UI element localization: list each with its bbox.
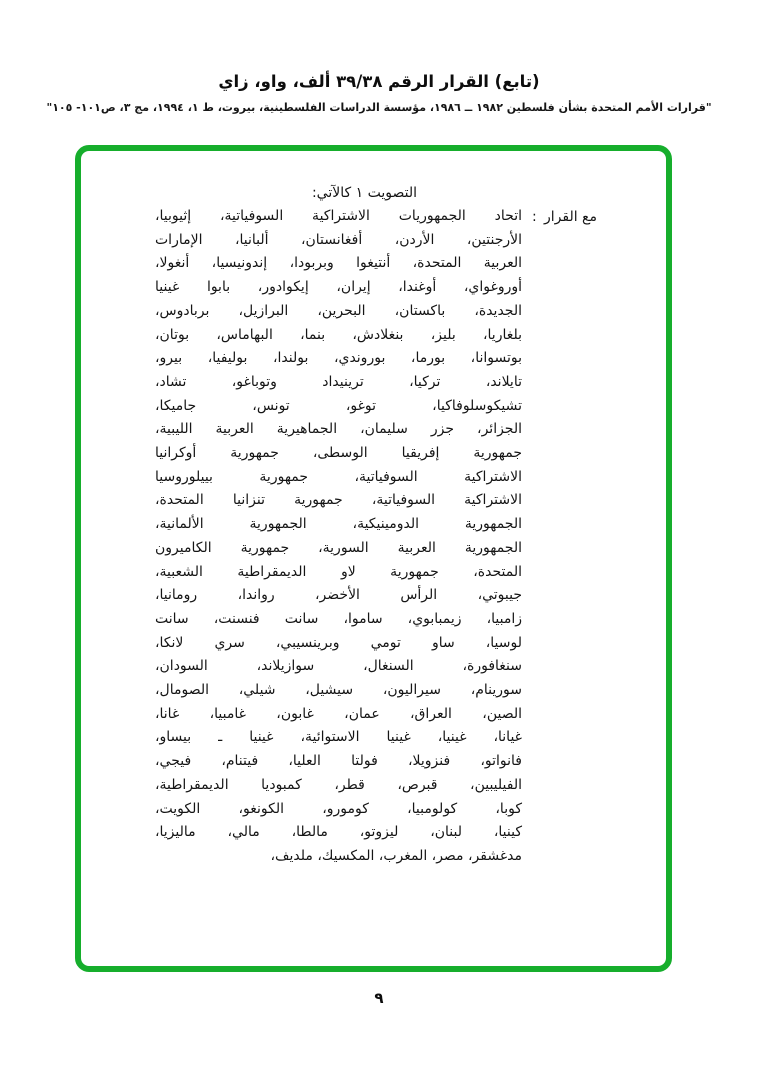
country-line: الجمهورية الدومينيكية، الجمهورية الألمانية،: [155, 516, 522, 533]
country-list: [155, 205, 522, 869]
country-line: الأرجنتين، الأردن، أفغانستان، ألبانيا، الإمارات: [155, 231, 522, 248]
country-line: بلغاريا، بليز، بنغلادش، بنما، البهاماس، بوتان،: [155, 326, 522, 343]
vote-label: [524, 205, 597, 229]
country-line: مدغشقر، مصر، المغرب، المكسيك، ملديف،: [270, 847, 522, 864]
country-line: تايلاند، تركيا، ترينيداد وتوباغو، تشاد،: [155, 373, 522, 390]
country-line: زامبيا، زيمبابوي، ساموا، سانت فنسنت، سانت: [155, 610, 522, 627]
vote-intro-line: التصويت ١ كالآتي:: [311, 185, 417, 201]
source-citation: "قرارات الأمم المتحدة بشأن فلسطين ١٩٨٢ ــ ١٩٨٦، مؤسسة الدراسات الفلسطينية، بيروت، ط ١، ١٩٩٤، مج ٣، ص١٠١- ١٠٥": [46, 101, 712, 114]
content-box-inner: [81, 151, 666, 966]
country-line: الفيليبين، قبرص، قطر، كمبوديا الديمقراطية،: [155, 776, 522, 793]
country-line: جمهورية إفريقيا الوسطى، جمهورية أوكرانيا: [155, 445, 522, 462]
country-line: لوسيا، ساو تومي وبرينسيبي، سري لانكا،: [155, 634, 522, 651]
country-line: سورينام، سيراليون، سيشيل، شيلي، الصومال،: [155, 682, 522, 699]
country-line: غيانا، غينيا، غينيا الاستوائية، غينيا ـ بيساو،: [155, 729, 522, 746]
country-line: فانواتو، فنزويلا، فولتا العليا، فيتنام، فيجي،: [155, 753, 522, 770]
country-line: العربية المتحدة، أنتيغوا وبربودا، إندونيسيا، أنغولا،: [155, 255, 522, 272]
content-box: [75, 145, 672, 972]
vote-label-text: مع القرار: [543, 209, 597, 225]
country-line: كينيا، لبنان، ليزوتو، مالطا، مالي، ماليزيا،: [155, 824, 522, 841]
country-line: الجديدة، باكستان، البحرين، البرازيل، بربادوس،: [155, 302, 522, 319]
country-line: الصين، العراق، عمان، غابون، غامبيا، غانا،: [155, 705, 522, 722]
vote-paragraph: [155, 205, 597, 869]
country-line: جيبوتي، الرأس الأخضر، رواندا، رومانيا،: [155, 587, 522, 604]
country-line: الجزائر، جزر سليمان، الجماهيرية العربية الليبية،: [155, 421, 522, 438]
country-line: بوتسوانا، بورما، بوروندي، بولندا، بوليفيا، بيرو،: [155, 350, 522, 367]
country-line: أوروغواي، أوغندا، إيران، إيكوادور، بابوا غينيا: [155, 279, 522, 296]
country-line: كوبا، كولومبيا، كومورو، الكونغو، الكويت،: [155, 800, 522, 817]
page-number: ٩: [374, 989, 384, 1007]
country-line: المتحدة، جمهورية لاو الديمقراطية الشعبية،: [155, 563, 522, 580]
country-line: سنغافورة، السنغال، سوازيلاند، السودان،: [155, 658, 522, 675]
document-title: (تابع) القرار الرقم ٣٩/٣٨ ألف، واو، زاي: [218, 72, 540, 91]
country-line: الاشتراكية السوفياتية، جمهورية بييلوروسيا: [155, 468, 522, 485]
country-line: الاشتراكية السوفياتية، جمهورية تنزانيا المتحدة،: [155, 492, 522, 509]
country-line: الجمهورية العربية السورية، جمهورية الكاميرون: [155, 539, 522, 556]
country-line: اتحاد الجمهوريات الاشتراكية السوفياتية، إثيوبيا،: [155, 208, 522, 224]
country-line: تشيكوسلوفاكيا، توغو، تونس، جاميكا،: [155, 397, 522, 414]
vote-label-separator: :: [532, 209, 537, 225]
